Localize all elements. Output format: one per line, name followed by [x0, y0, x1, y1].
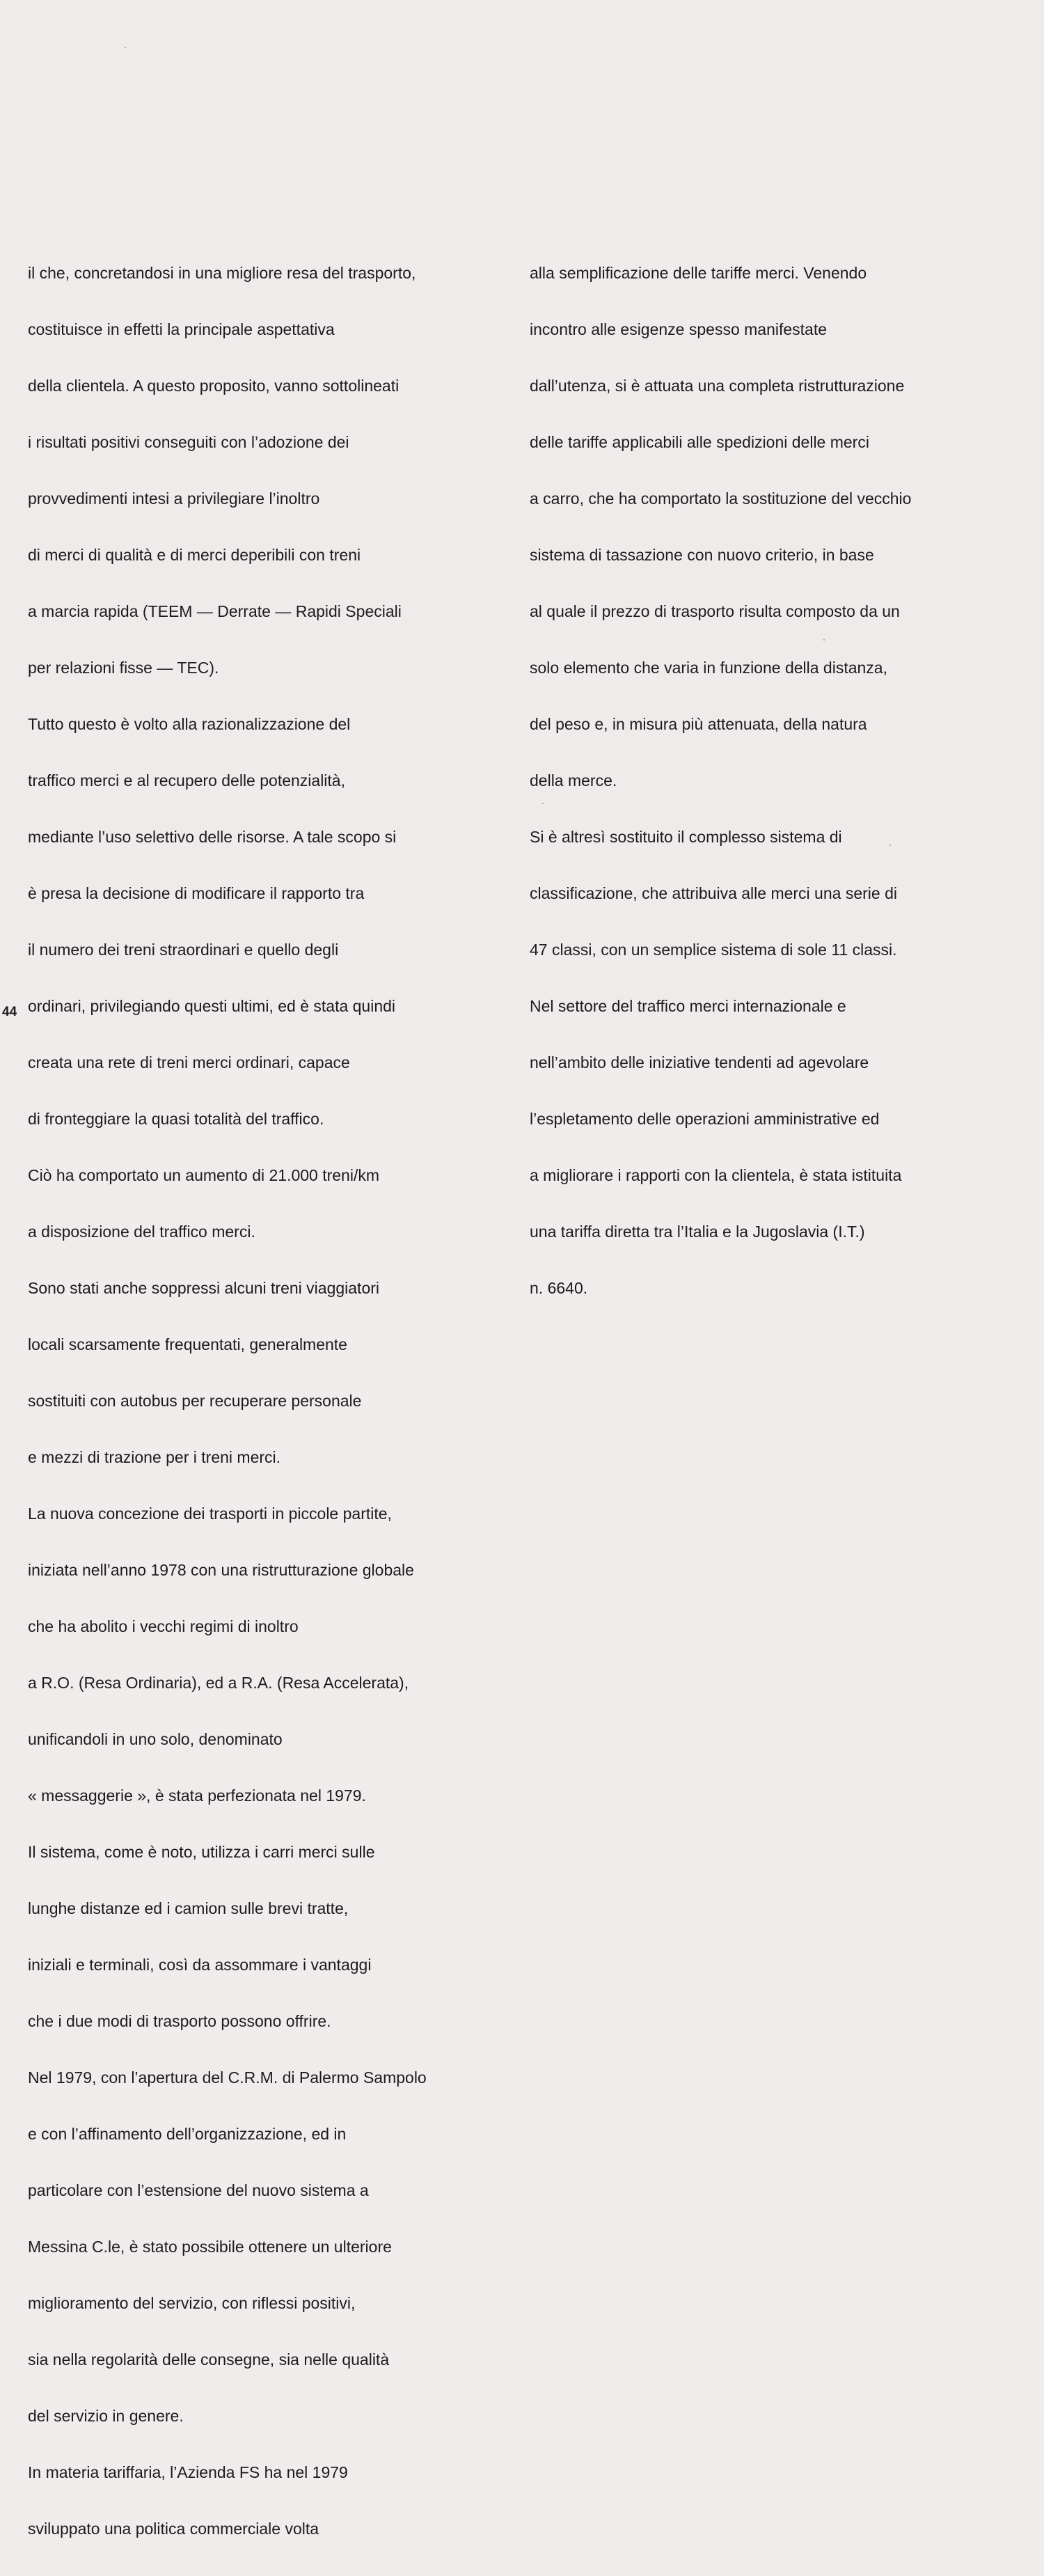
text-line: incontro alle esigenze spesso manifestate — [530, 320, 828, 338]
text-line: che ha abolito i vecchi regimi di inoltro — [28, 1617, 299, 1635]
text-line: del peso e, in misura più attenuata, della natura — [530, 715, 867, 733]
text-line: lunghe distanze ed i camion sulle brevi tratte, — [28, 1899, 349, 1917]
text-line: miglioramento del servizio, con riflessi positivi, — [28, 2294, 356, 2312]
text-line: sviluppato una politica commerciale volta — [28, 2520, 319, 2538]
text-line: Nel 1979, con l’apertura del C.R.M. di Palermo Sampolo — [28, 2068, 427, 2087]
text-line: è presa la decisione di modificare il rapporto tra — [28, 884, 365, 902]
text-line: La nuova concezione dei trasporti in piccole partite, — [28, 1505, 392, 1523]
text-line: del servizio in genere. — [28, 2407, 184, 2425]
text-line: iniziali e terminali, così da assommare i vantaggi — [28, 1956, 372, 1974]
text-line: ordinari, privilegiando questi ultimi, ed è stata quindi — [28, 997, 396, 1015]
text-line: n. 6640. — [530, 1279, 588, 1297]
text-line: per relazioni fisse — TEC). — [28, 659, 219, 677]
text-line: Messina C.le, è stato possibile ottenere un ulteriore — [28, 2238, 392, 2256]
text-line: solo elemento che varia in funzione della distanza, — [530, 659, 887, 677]
page-number: 44 — [2, 1005, 17, 1019]
text-line: provvedimenti intesi a privilegiare l’inoltro — [28, 489, 320, 508]
text-line: sostituiti con autobus per recuperare personale — [28, 1392, 362, 1410]
text-line: l’espletamento delle operazioni amministrative ed — [530, 1110, 880, 1128]
text-line: a migliorare i rapporti con la clientela, è stata istituita — [530, 1166, 902, 1184]
text-line: dall’utenza, si è attuata una completa ristrutturazione — [530, 377, 905, 395]
text-line: Nel settore del traffico merci internazionale e — [530, 997, 846, 1015]
text-line: di merci di qualità e di merci deperibili con treni — [28, 546, 361, 564]
text-line: Si è altresì sostituito il complesso sistema di — [530, 828, 842, 846]
text-line: Il sistema, come è noto, utilizza i carri merci sulle — [28, 1843, 375, 1861]
text-line: i risultati positivi conseguiti con l’adozione dei — [28, 433, 349, 451]
paper-speck — [125, 47, 126, 48]
text-line: creata una rete di treni merci ordinari, capace — [28, 1053, 350, 1071]
text-line: il che, concretandosi in una migliore resa del trasporto, — [28, 264, 416, 282]
text-line: una tariffa diretta tra l’Italia e la Jugoslavia (I.T.) — [530, 1223, 865, 1241]
text-line: a R.O. (Resa Ordinaria), ed a R.A. (Resa Accelerata), — [28, 1674, 409, 1692]
text-line: di fronteggiare la quasi totalità del traffico. — [28, 1110, 324, 1128]
text-line: a carro, che ha comportato la sostituzione del vecchio — [530, 489, 912, 508]
left-text-column — [28, 226, 427, 2576]
text-line: Tutto questo è volto alla razionalizzazione del — [28, 715, 351, 733]
text-line: alla semplificazione delle tariffe merci. Venendo — [530, 264, 867, 282]
text-line: traffico merci e al recupero delle potenzialità, — [28, 771, 345, 790]
text-line: « messaggerie », è stata perfezionata nel 1979. — [28, 1786, 366, 1805]
text-line: il numero dei treni straordinari e quello degli — [28, 941, 339, 959]
text-line: mediante l’uso selettivo delle risorse. A tale scopo si — [28, 828, 397, 846]
text-line: particolare con l’estensione del nuovo sistema a — [28, 2181, 369, 2199]
text-line: iniziata nell’anno 1978 con una ristrutturazione globale — [28, 1561, 414, 1579]
text-line: 47 classi, con un semplice sistema di sole 11 classi. — [530, 941, 897, 959]
text-line: locali scarsamente frequentati, generalmente — [28, 1335, 347, 1353]
text-line: a disposizione del traffico merci. — [28, 1223, 255, 1241]
text-line: della clientela. A questo proposito, vanno sottolineati — [28, 377, 400, 395]
text-line: e mezzi di trazione per i treni merci. — [28, 1448, 281, 1466]
text-line: sia nella regolarità delle consegne, sia nelle qualità — [28, 2350, 390, 2369]
right-text-column — [530, 226, 911, 1335]
text-line: Sono stati anche soppressi alcuni treni viaggiatori — [28, 1279, 380, 1297]
text-line: e con l’affinamento dell’organizzazione, ed in — [28, 2125, 347, 2143]
text-line: a marcia rapida (TEEM — Derrate — Rapidi Speciali — [28, 602, 402, 620]
text-line: nell’ambito delle iniziative tendenti ad agevolare — [530, 1053, 869, 1071]
text-line: costituisce in effetti la principale aspettativa — [28, 320, 335, 338]
text-line: delle tariffe applicabili alle spedizioni delle merci — [530, 433, 869, 451]
text-line: al quale il prezzo di trasporto risulta composto da un — [530, 602, 900, 620]
text-line: In materia tariffaria, l’Azienda FS ha nel 1979 — [28, 2463, 348, 2481]
text-line: classificazione, che attribuiva alle merci una serie di — [530, 884, 897, 902]
text-line: Ciò ha comportato un aumento di 21.000 treni/km — [28, 1166, 380, 1184]
text-line: sistema di tassazione con nuovo criterio, in base — [530, 546, 874, 564]
text-line: che i due modi di trasporto possono offrire. — [28, 2012, 331, 2030]
text-line: della merce. — [530, 771, 617, 790]
text-line: unificandoli in uno solo, denominato — [28, 1730, 283, 1748]
